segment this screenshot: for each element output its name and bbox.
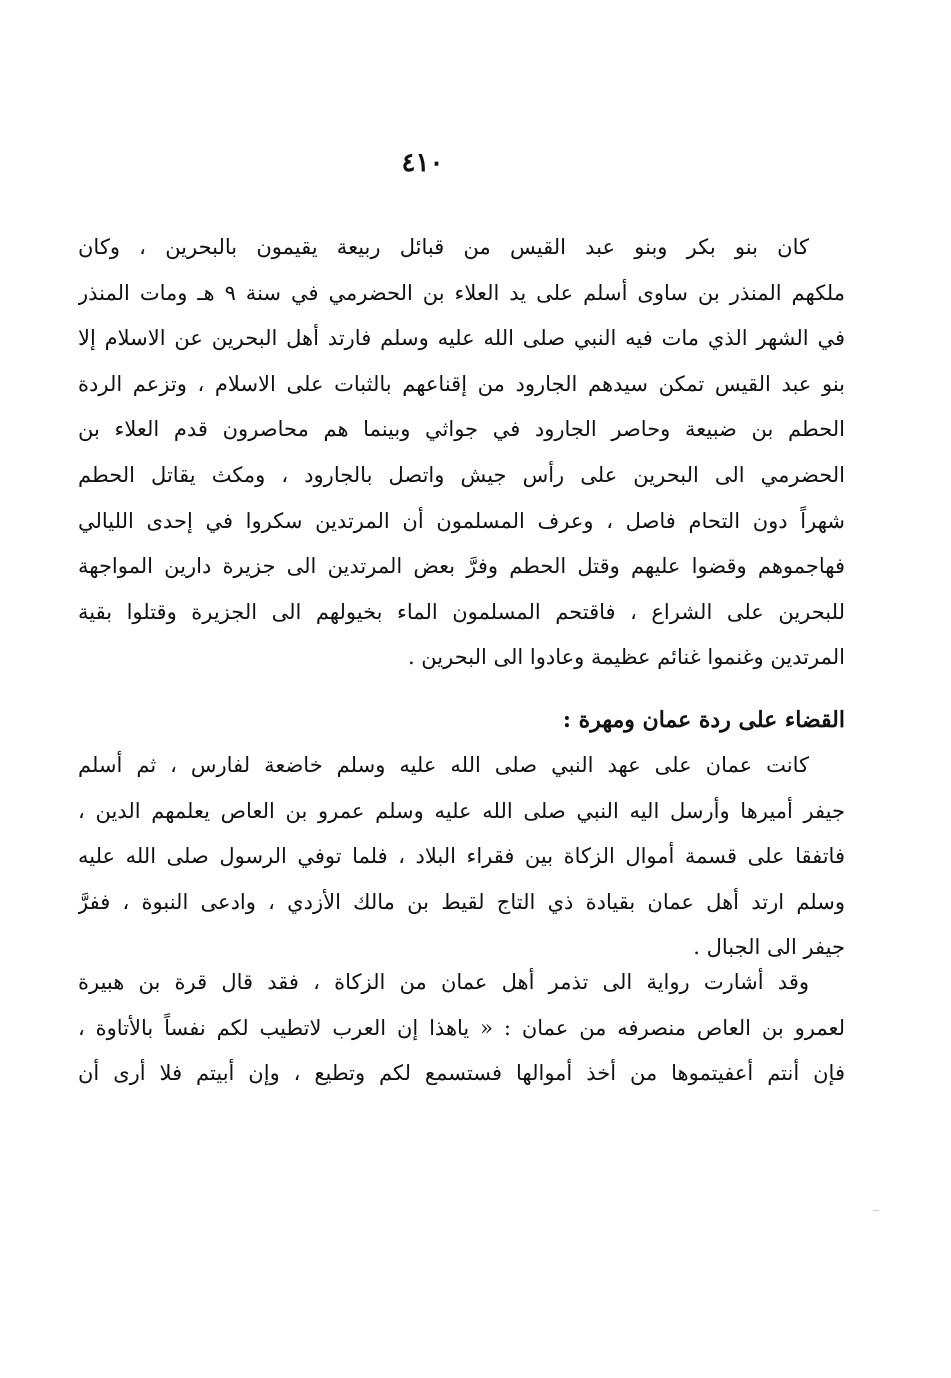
paragraph-bahrain-apostasy — [78, 225, 845, 681]
text-line: فاتفقا على قسمة أموال الزكاة بين فقراء البلاد ، فلما توفي الرسول صلى الله عليه — [78, 844, 845, 869]
text-line: وقد أشارت رواية الى تذمر أهل عمان من الزكاة ، فقد قال قرة بن هبيرة — [78, 970, 809, 994]
text-line: وسلم ارتد أهل عمان بقيادة ذي التاج لقيط بن مالك الأزدي ، وادعى النبوة ، ففرَّ — [78, 889, 845, 914]
text-line: فإن أنتم أعفيتموها من أخذ أموالها فستسمع لكم وتطيع ، وإن أبيتم فلا أرى أن — [78, 1061, 845, 1086]
text-line: الحضرمي الى البحرين على رأس جيش واتصل بالجارود ، ومكث يقاتل الحطم — [78, 462, 845, 487]
text-line: جيفر الى الجبال . — [693, 935, 845, 960]
text-line: في الشهر الذي مات فيه النبي صلى الله عليه وسلم فارتد أهل البحرين عن الاسلام إلا — [78, 326, 845, 351]
text-line: كانت عمان على عهد النبي صلى الله عليه وسلم خاضعة لفارس ، ثم أسلم — [78, 753, 809, 777]
text-line: لعمرو بن العاص منصرفه من عمان : « ياهذا إن العرب لاتطيب لكم نفساً بالأتاوة ، — [78, 1015, 845, 1040]
section-heading: القضاء على ردة عمان ومهرة : — [562, 707, 845, 733]
text-line: ملكهم المنذر بن ساوى أسلم على يد العلاء بن الحضرمي في سنة ٩ هـ ومات المنذر — [78, 280, 845, 305]
text-line: المرتدين وغنموا غنائم عظيمة وعادوا الى البحرين . — [407, 645, 845, 670]
paragraph-oman-apostasy — [78, 743, 845, 971]
text-line: شهراً دون التحام فاصل ، وعرف المسلمون أن المرتدين سكروا في إحدى الليالي — [78, 508, 845, 533]
paragraph-zakat-narration — [78, 960, 845, 1097]
text-line: للبحرين على الشراع ، فاقتحم المسلمون الماء بخيولهم الى الجزيرة وقتلوا بقية — [78, 599, 845, 624]
text-line: الحطم بن ضبيعة وحاصر الجارود في جواثي وبينما هم محاصرون قدم العلاء بن — [78, 417, 845, 442]
text-line: كان بنو بكر وبنو عبد القيس من قبائل ربيعة يقيمون بالبحرين ، وكان — [78, 235, 809, 259]
text-line: جيفر أميرها وأرسل اليه النبي صلى الله عليه وسلم عمرو بن العاص يعلمهم الدين ، — [78, 798, 845, 823]
page-number: ٤١٠ — [401, 148, 444, 178]
text-line: بنو عبد القيس تمكن سيدهم الجارود من إقناعهم بالثبات على الاسلام ، وتزعم الردة — [78, 371, 845, 396]
scan-edge-mark — [873, 1210, 879, 1211]
text-line: فهاجموهم وقضوا عليهم وقتل الحطم وفرَّ بعض المرتدين الى جزيرة دارين المواجهة — [78, 554, 845, 579]
